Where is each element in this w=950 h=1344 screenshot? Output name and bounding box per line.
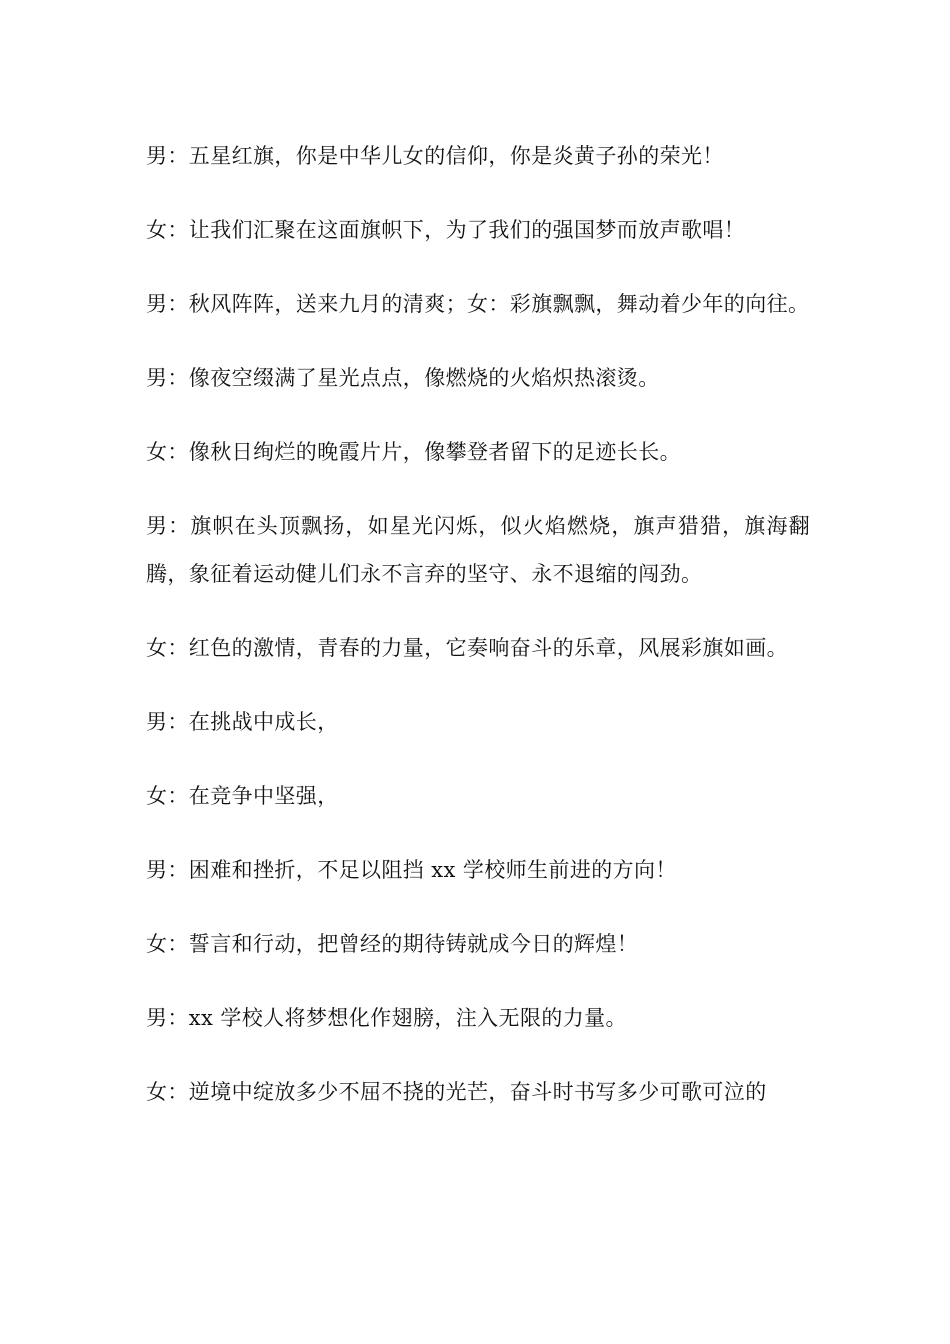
document-body [146,132,810,1142]
paragraph: 男：困难和挫折，不足以阻挡 xx 学校师生前进的方向！ [146,858,677,882]
paragraph: 女：逆境中绽放多少不屈不挠的光芒，奋斗时书写多少可歌可泣的 [146,1080,767,1104]
paragraph: 女：让我们汇聚在这面旗帜下，为了我们的强国梦而放声歌唱！ [146,218,746,242]
paragraph: 女：红色的激情，青春的力量，它奏响奋斗的乐章，风展彩旗如画。 [146,636,788,660]
paragraph: 男：像夜空缀满了星光点点，像燃烧的火焰炽热滚烫。 [146,366,660,390]
paragraph: 男：秋风阵阵，送来九月的清爽；女：彩旗飘飘，舞动着少年的向往。 [146,292,810,316]
paragraph: 女：誓言和行动，把曾经的期待铸就成今日的辉煌！ [146,932,639,956]
paragraph: 男：在挑战中成长， [146,710,339,734]
paragraph: 男：旗帜在头顶飘扬，如星光闪烁，似火焰燃烧，旗声猎猎，旗海翻腾，象征着运动健儿们永不言弃的坚守、永不退缩的闯劲。 [146,514,810,586]
paragraph: 男：五星红旗，你是中华儿女的信仰，你是炎黄子孙的荣光！ [146,144,724,168]
paragraph: 男：xx 学校人将梦想化作翅膀，注入无限的力量。 [146,1006,627,1030]
paragraph: 女：像秋日绚烂的晚霞片片，像攀登者留下的足迹长长。 [146,440,681,464]
paragraph: 女：在竞争中坚强， [146,784,339,808]
